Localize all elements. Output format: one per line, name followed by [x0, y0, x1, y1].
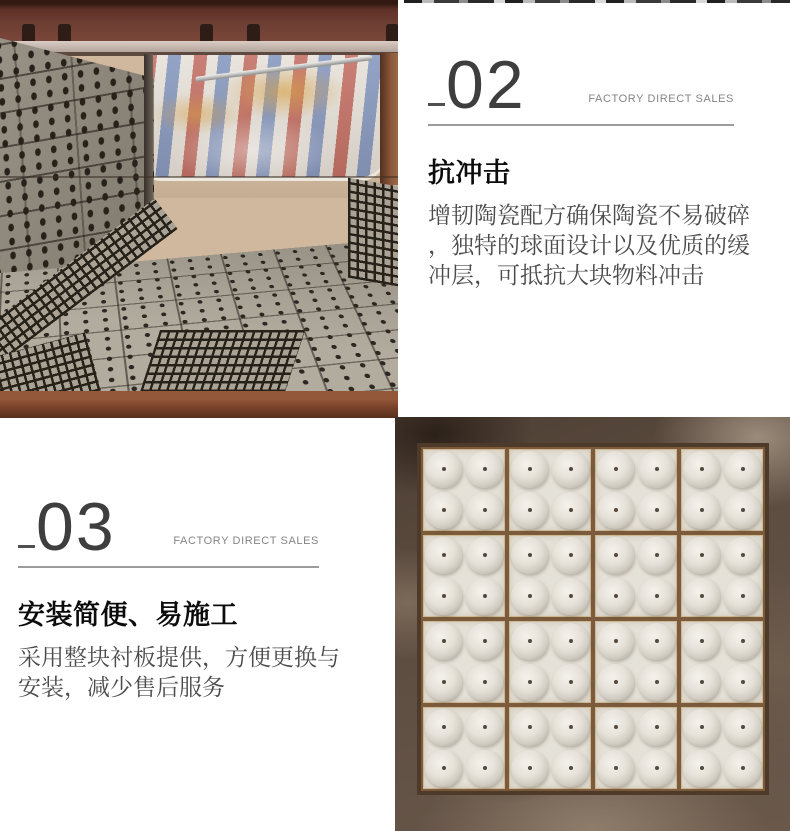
ceramic-dome	[638, 750, 675, 787]
ceramic-dome	[425, 492, 462, 529]
ceramic-dome	[724, 492, 761, 529]
ceramic-tile	[681, 449, 763, 531]
ceramic-tile	[509, 707, 591, 789]
ceramic-dome	[466, 750, 503, 787]
top-photo-sliver	[404, 0, 790, 3]
ceramic-dome	[683, 709, 720, 746]
mesh-tiles	[348, 178, 398, 287]
bolt-icon	[58, 24, 71, 42]
ceramic-tile	[681, 535, 763, 617]
ceramic-dome	[638, 664, 675, 701]
ceramic-dome	[511, 451, 548, 488]
bolt-icon	[200, 24, 213, 42]
ceramic-dome	[552, 492, 589, 529]
steel-bottom-beam	[0, 391, 398, 418]
feature-section-03	[18, 489, 350, 702]
right-side-beam	[380, 53, 398, 185]
ceramic-dome	[466, 492, 503, 529]
ceramic-dome	[597, 537, 634, 574]
ceramic-dome	[466, 451, 503, 488]
ceramic-dome	[597, 492, 634, 529]
ceramic-dome	[511, 709, 548, 746]
ceramic-dome	[552, 451, 589, 488]
ceramic-dome	[552, 578, 589, 615]
ceramic-tile	[681, 707, 763, 789]
section-number: 02	[446, 47, 526, 123]
ceramic-tile	[423, 449, 505, 531]
ceramic-dome	[425, 578, 462, 615]
ceramic-dome	[511, 664, 548, 701]
ceramic-tile	[509, 621, 591, 703]
ceramic-dome	[638, 492, 675, 529]
ceramic-dome	[683, 578, 720, 615]
ceramic-dome	[425, 623, 462, 660]
section-rule	[428, 124, 734, 126]
ceramic-tile	[595, 535, 677, 617]
ceramic-dome	[552, 709, 589, 746]
ceramic-tile	[681, 621, 763, 703]
ceramic-dome	[638, 623, 675, 660]
ceramic-dome	[425, 750, 462, 787]
ceramic-dome	[511, 537, 548, 574]
section-header	[18, 489, 319, 565]
ceramic-dome	[724, 451, 761, 488]
feature-body: 采用整块衬板提供，方便更换与安装，减少售后服务	[18, 644, 340, 700]
ceramic-dome	[511, 492, 548, 529]
bolt-icon	[247, 24, 260, 42]
feature-section-02	[428, 47, 760, 290]
ceramic-dome	[683, 623, 720, 660]
ceramic-tile	[423, 535, 505, 617]
ceramic-dome-tile-panel-photo	[395, 417, 790, 831]
ceramic-dome	[425, 664, 462, 701]
bolt-icon	[386, 24, 398, 42]
ceramic-dome	[683, 664, 720, 701]
ceramic-dome	[597, 750, 634, 787]
ceramic-tile	[423, 707, 505, 789]
section-rule	[18, 566, 319, 568]
feature-body: 增韧陶瓷配方确保陶瓷不易破碎，独特的球面设计以及优质的缓冲层，可抵抗大块物料冲击	[428, 202, 750, 288]
ceramic-dome	[597, 664, 634, 701]
number-dash	[428, 103, 445, 106]
factory-tagline: FACTORY DIRECT SALES	[173, 535, 319, 547]
ceramic-dome	[511, 750, 548, 787]
ceramic-tile	[595, 621, 677, 703]
tile-panel	[417, 443, 769, 795]
ceramic-dome	[466, 709, 503, 746]
ceramic-dome	[466, 537, 503, 574]
ceramic-dome	[597, 623, 634, 660]
ceramic-tile	[423, 621, 505, 703]
ceramic-dome	[724, 664, 761, 701]
bolt-icon	[22, 24, 35, 42]
ceramic-dome	[425, 537, 462, 574]
ceramic-dome	[425, 709, 462, 746]
ceramic-dome	[724, 578, 761, 615]
ceramic-dome	[683, 451, 720, 488]
ceramic-dome	[425, 451, 462, 488]
mesh-tiles	[140, 330, 305, 392]
section-header	[428, 47, 734, 123]
ceramic-dome	[511, 623, 548, 660]
feature-heading: 抗冲击	[428, 158, 511, 188]
ceramic-dome	[638, 537, 675, 574]
ceramic-tile	[509, 449, 591, 531]
number-dash	[18, 545, 35, 548]
ceramic-dome	[683, 537, 720, 574]
section-number: 03	[36, 489, 116, 565]
ceramic-dome	[552, 623, 589, 660]
ceramic-dome	[511, 578, 548, 615]
ceramic-dome	[683, 492, 720, 529]
ceramic-dome	[597, 451, 634, 488]
ceramic-dome	[466, 664, 503, 701]
factory-tagline: FACTORY DIRECT SALES	[588, 93, 734, 105]
ceramic-dome	[597, 709, 634, 746]
ceramic-dome	[552, 750, 589, 787]
steel-rail	[0, 41, 398, 52]
ceramic-dome	[466, 623, 503, 660]
ceramic-dome	[724, 537, 761, 574]
ceramic-dome	[638, 578, 675, 615]
ceramic-tile	[509, 535, 591, 617]
ceramic-dome	[638, 709, 675, 746]
ceramic-dome	[724, 623, 761, 660]
ceramic-dome	[597, 578, 634, 615]
ceramic-dome	[724, 750, 761, 787]
feature-heading: 安装简便、易施工	[18, 600, 238, 630]
ceramic-tile	[595, 449, 677, 531]
ceramic-dome	[552, 537, 589, 574]
ceramic-dome	[638, 451, 675, 488]
ceramic-dome	[683, 750, 720, 787]
ceramic-dome	[552, 664, 589, 701]
ceramic-tile	[595, 707, 677, 789]
ceramic-dome	[466, 578, 503, 615]
ceramic-dome	[724, 709, 761, 746]
ceramic-lined-chute-photo	[0, 0, 398, 418]
